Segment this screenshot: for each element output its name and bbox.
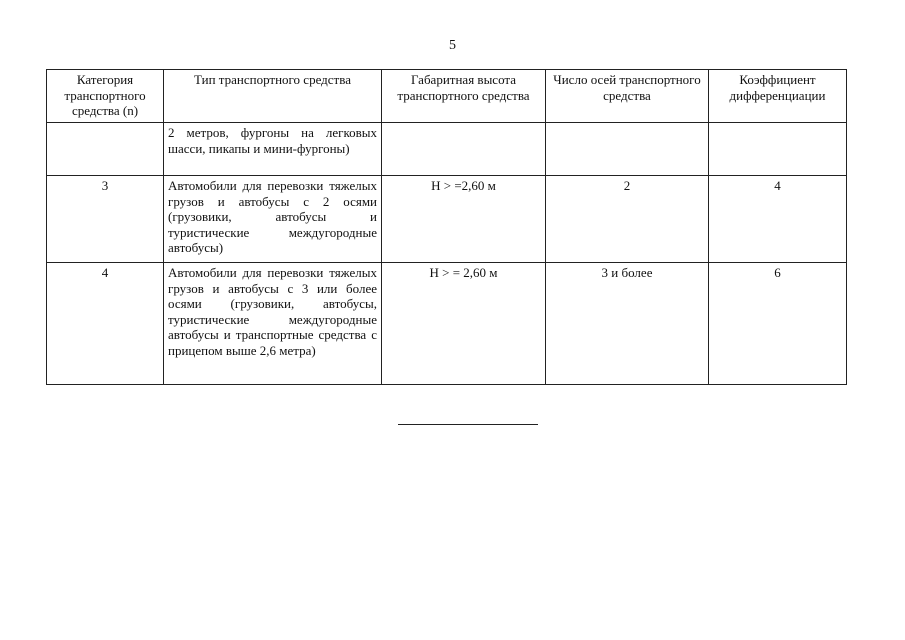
- cell-height: [382, 123, 546, 176]
- table-row: [47, 123, 847, 176]
- cell-vehicle-type: 2 метров, фургоны на легковых шасси, пикапы и мини-фургоны): [164, 123, 382, 176]
- table-row: [47, 176, 847, 263]
- end-of-document-rule: [398, 424, 538, 425]
- cell-height: H > = 2,60 м: [382, 263, 546, 385]
- cell-vehicle-type: Автомобили для перевозки тяжелых грузов и автобусы с 2 осями (грузовики, автобусы и туристические междугородные автобусы): [164, 176, 382, 263]
- cell-coefficient: [709, 123, 847, 176]
- cell-axles: 3 и более: [546, 263, 709, 385]
- header-height: Габаритная высота транспортного средства: [382, 70, 546, 123]
- cell-axles: [546, 123, 709, 176]
- cell-height: H > =2,60 м: [382, 176, 546, 263]
- cell-vehicle-type: Автомобили для перевозки тяжелых грузов и автобусы с 3 или более осями (грузовики, автобусы, туристические междугородные автобусы и транспортные средства с прицепом выше 2,6 метра): [164, 263, 382, 385]
- cell-category: 3: [47, 176, 164, 263]
- cell-coefficient: 6: [709, 263, 847, 385]
- cell-category: 4: [47, 263, 164, 385]
- header-vehicle-type: Тип транспортного средства: [164, 70, 382, 123]
- header-coefficient: Коэффициент дифференциации: [709, 70, 847, 123]
- vehicle-category-table: [46, 69, 847, 385]
- cell-axles: 2: [546, 176, 709, 263]
- table-header-row: [47, 70, 847, 123]
- cell-coefficient: 4: [709, 176, 847, 263]
- header-category: Категория транспортного средства (n): [47, 70, 164, 123]
- page-number: 5: [449, 38, 456, 53]
- header-axles: Число осей транспортного средства: [546, 70, 709, 123]
- cell-category: [47, 123, 164, 176]
- table-row: [47, 263, 847, 385]
